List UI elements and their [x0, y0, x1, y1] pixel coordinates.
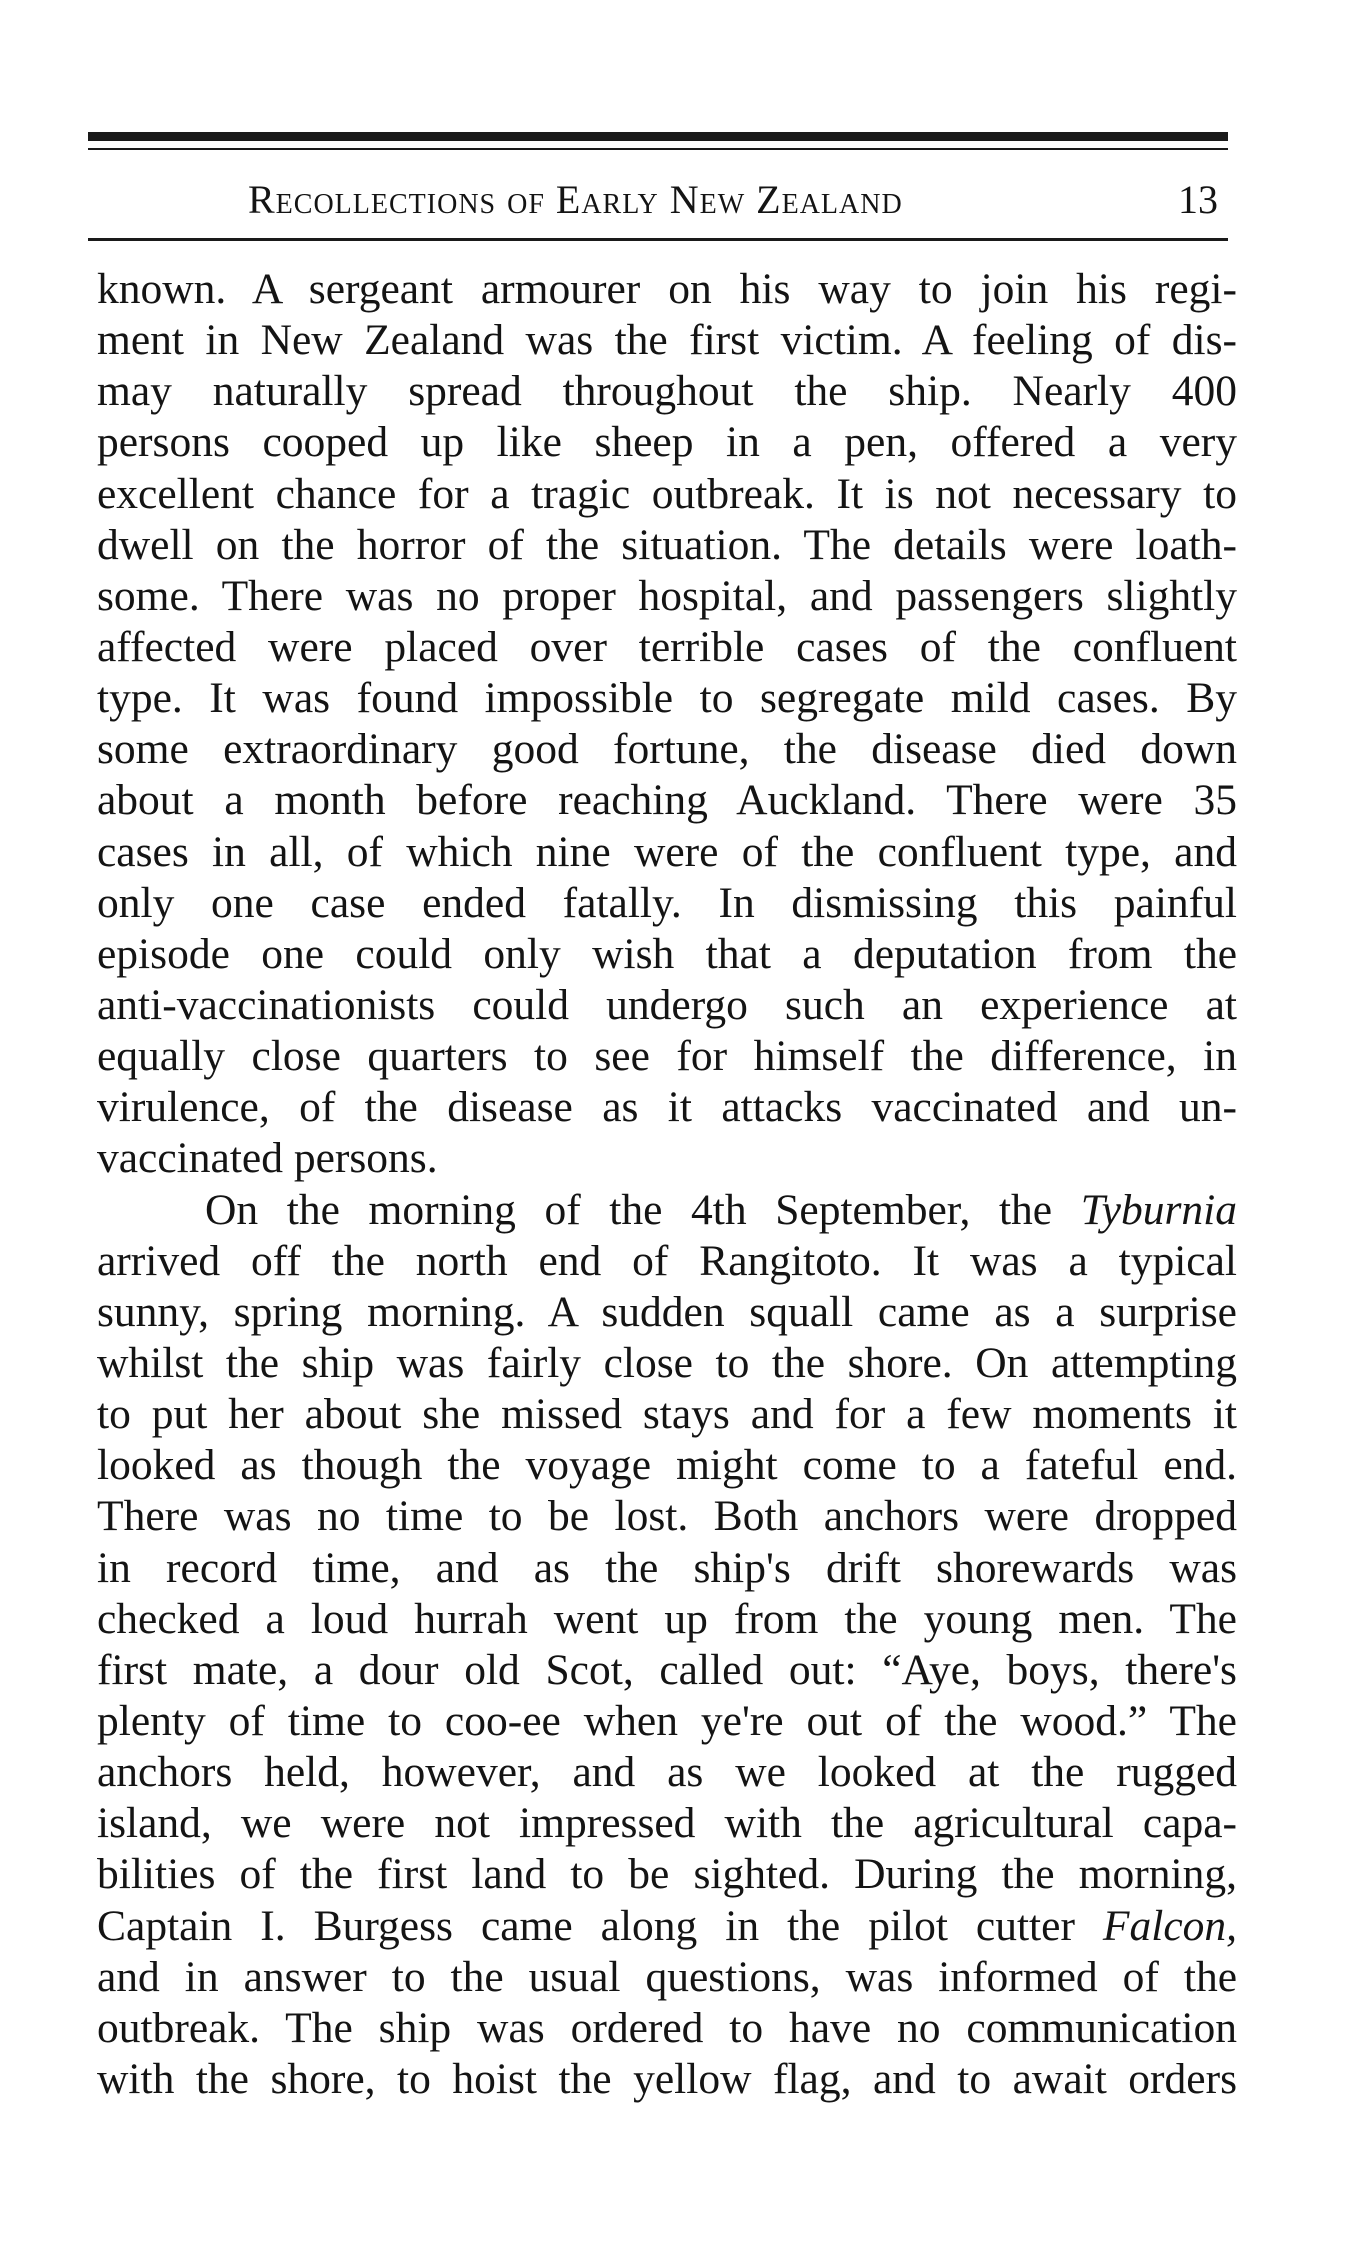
text-line: virulence, of the disease as it attacks vaccinated and un- [97, 1083, 1237, 1132]
paragraph-first-line [97, 1185, 1237, 1236]
text-line: affected were placed over terrible cases of the confluent [97, 622, 1237, 671]
text-line [97, 1901, 1237, 1952]
text-line: some. There was no proper hospital, and passengers slightly [97, 571, 1237, 620]
text-line: equally close quarters to see for himself the difference, in [97, 1032, 1237, 1081]
running-head [88, 168, 1228, 232]
text-line: island, we were not impressed with the agricultural capa- [97, 1799, 1237, 1848]
text-line: cases in all, of which nine were of the confluent type, and [97, 827, 1237, 876]
text-line: dwell on the horror of the situation. The details were loath- [97, 520, 1237, 569]
cutter-name: Falcon, [1102, 1901, 1237, 1950]
text-line: type. It was found impossible to segregate mild cases. By [97, 674, 1237, 723]
page-number: 13 [1178, 177, 1218, 222]
body-text [97, 264, 1237, 2105]
text-line: with the shore, to hoist the yellow flag, and to await orders [97, 2054, 1237, 2103]
text-line: arrived off the north end of Rangitoto. It was a typical [97, 1236, 1237, 1285]
text-line: and in answer to the usual questions, was informed of the [97, 1952, 1237, 2001]
text-line: anchors held, however, and as we looked at the rugged [97, 1748, 1237, 1797]
text-line: some extraordinary good fortune, the disease died down [97, 725, 1237, 774]
text-line: checked a loud hurrah went up from the young men. The [97, 1594, 1237, 1643]
text-span: On the morning of the 4th September, the [205, 1185, 1053, 1234]
text-line: about a month before reaching Auckland. There were 35 [97, 776, 1237, 825]
text-line: only one case ended fatally. In dismissing this painful [97, 878, 1237, 927]
paragraph-last-line: vaccinated persons. [97, 1134, 438, 1183]
top-thick-rule [88, 132, 1228, 141]
text-line: sunny, spring morning. A sudden squall came as a surprise [97, 1287, 1237, 1336]
text-line: known. A sergeant armourer on his way to join his regi- [97, 265, 1237, 313]
text-line: first mate, a dour old Scot, called out: “Aye, boys, there's [97, 1645, 1237, 1694]
text-line: outbreak. The ship was ordered to have no communication [97, 2003, 1237, 2052]
text-line: in record time, and as the ship's drift shorewards was [97, 1543, 1237, 1592]
text-line: to put her about she missed stays and for a few moments it [97, 1390, 1237, 1439]
text-line: episode one could only wish that a deputation from the [97, 929, 1237, 978]
text-line: bilities of the first land to be sighted. During the morning, [97, 1850, 1237, 1899]
text-line: excellent chance for a tragic outbreak. It is not necessary to [97, 469, 1237, 518]
text-line: anti-vaccinationists could undergo such an experience at [97, 980, 1237, 1029]
running-head-rule [88, 238, 1228, 241]
text-line: whilst the ship was fairly close to the shore. On attempting [97, 1338, 1237, 1387]
text-line: may naturally spread throughout the ship. Nearly 400 [97, 367, 1237, 416]
text-span: Captain I. Burgess came along in the pilot cutter [97, 1901, 1075, 1950]
running-head-title: Recollections of Early New Zealand [248, 177, 903, 222]
text-line: persons cooped up like sheep in a pen, offered a very [97, 418, 1237, 467]
text-line: plenty of time to coo-ee when ye're out of the wood.” The [97, 1696, 1237, 1745]
ship-name: Tyburnia [1080, 1185, 1237, 1234]
top-thin-rule [88, 148, 1228, 150]
text-line: looked as though the voyage might come to a fateful end. [97, 1441, 1237, 1490]
text-line: ment in New Zealand was the first victim. A feeling of dis- [97, 316, 1237, 365]
text-line: There was no time to be lost. Both anchors were dropped [97, 1492, 1237, 1541]
